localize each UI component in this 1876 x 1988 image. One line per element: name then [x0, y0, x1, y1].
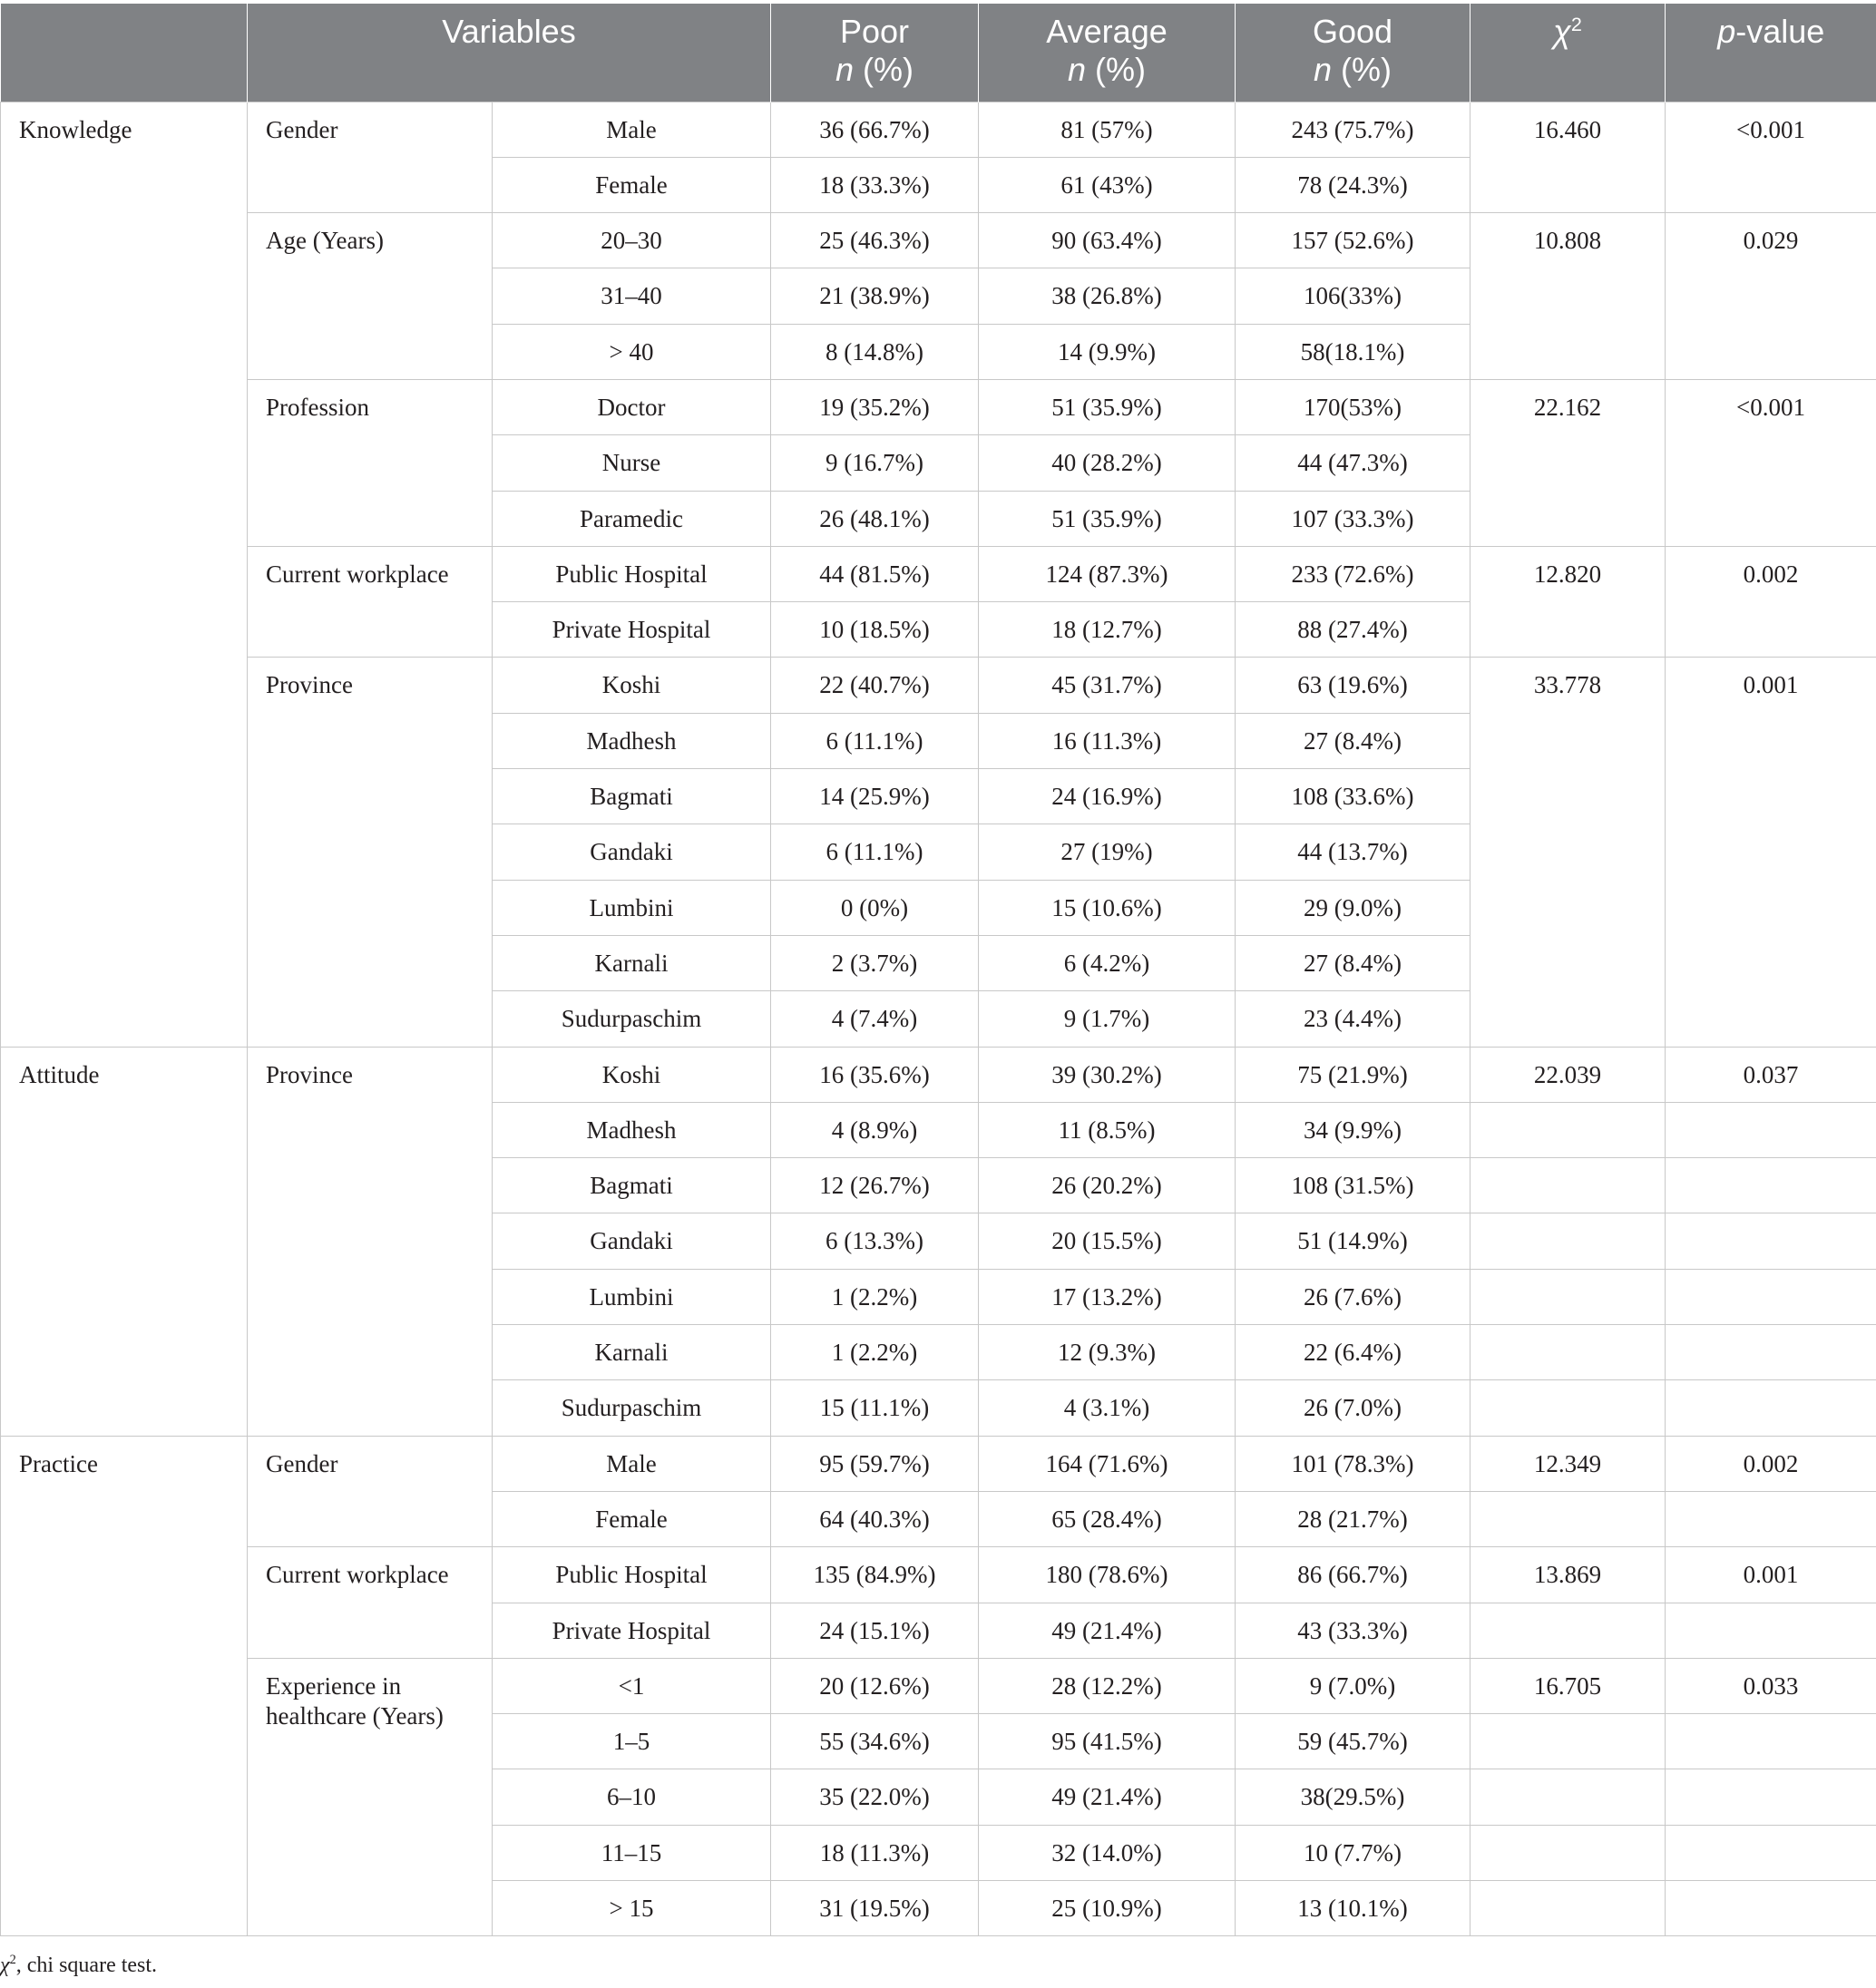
good-cell: 27 (8.4%)	[1236, 713, 1471, 768]
chi-square-cell	[1471, 1213, 1666, 1269]
p-value-cell	[1666, 1881, 1876, 1936]
good-cell: 44 (47.3%)	[1236, 435, 1471, 491]
poor-cell: 0 (0%)	[771, 880, 979, 935]
average-cell: 6 (4.2%)	[979, 935, 1236, 990]
level-cell: Karnali	[493, 935, 771, 990]
level-cell: Madhesh	[493, 713, 771, 768]
level-cell: Gandaki	[493, 824, 771, 880]
good-cell: 108 (31.5%)	[1236, 1158, 1471, 1213]
good-cell: 58(18.1%)	[1236, 324, 1471, 379]
header-row	[1, 4, 1876, 102]
average-cell: 15 (10.6%)	[979, 880, 1236, 935]
level-cell: 20–30	[493, 213, 771, 268]
category-cell: Practice	[1, 1436, 248, 1936]
level-cell: Paramedic	[493, 491, 771, 546]
average-cell: 49 (21.4%)	[979, 1769, 1236, 1825]
variable-cell: Province	[248, 658, 493, 1047]
poor-cell: 19 (35.2%)	[771, 379, 979, 434]
good-cell: 108 (33.6%)	[1236, 769, 1471, 824]
p-value-cell: 0.002	[1666, 546, 1876, 658]
p-value-cell: <0.001	[1666, 102, 1876, 213]
poor-cell: 44 (81.5%)	[771, 546, 979, 601]
p-value-cell	[1666, 1325, 1876, 1380]
poor-cell: 1 (2.2%)	[771, 1269, 979, 1324]
good-cell: 9 (7.0%)	[1236, 1658, 1471, 1713]
average-cell: 49 (21.4%)	[979, 1603, 1236, 1658]
level-cell: Karnali	[493, 1325, 771, 1380]
variable-cell: Current workplace	[248, 546, 493, 658]
table-row	[1, 1547, 1876, 1603]
poor-cell: 14 (25.9%)	[771, 769, 979, 824]
level-cell: > 40	[493, 324, 771, 379]
good-cell: 78 (24.3%)	[1236, 157, 1471, 212]
average-cell: 9 (1.7%)	[979, 991, 1236, 1047]
average-cell: 27 (19%)	[979, 824, 1236, 880]
header-chi-square: $\chi^2$	[1471, 4, 1666, 102]
level-cell: Sudurpaschim	[493, 1380, 771, 1436]
good-cell: 26 (7.6%)	[1236, 1269, 1471, 1324]
good-cell: 10 (7.7%)	[1236, 1825, 1471, 1880]
poor-cell: 31 (19.5%)	[771, 1881, 979, 1936]
level-cell: 6–10	[493, 1769, 771, 1825]
average-cell: 40 (28.2%)	[979, 435, 1236, 491]
poor-cell: 18 (33.3%)	[771, 157, 979, 212]
results-table	[0, 4, 1876, 1936]
variable-cell: Experience in healthcare (Years)	[248, 1658, 493, 1935]
average-cell: 164 (71.6%)	[979, 1436, 1236, 1491]
chi-square-cell: 12.820	[1471, 546, 1666, 658]
level-cell: Bagmati	[493, 769, 771, 824]
level-cell: Madhesh	[493, 1102, 771, 1157]
poor-cell: 6 (13.3%)	[771, 1213, 979, 1269]
poor-cell: 6 (11.1%)	[771, 824, 979, 880]
variable-cell: Gender	[248, 1436, 493, 1547]
p-value-cell: 0.002	[1666, 1436, 1876, 1491]
table-row	[1, 546, 1876, 601]
good-cell: 88 (27.4%)	[1236, 602, 1471, 658]
average-cell: 25 (10.9%)	[979, 1881, 1236, 1936]
chi-square-cell	[1471, 1102, 1666, 1157]
good-cell: 43 (33.3%)	[1236, 1603, 1471, 1658]
average-cell: 95 (41.5%)	[979, 1714, 1236, 1769]
average-cell: 26 (20.2%)	[979, 1158, 1236, 1213]
level-cell: 1–5	[493, 1714, 771, 1769]
good-cell: 44 (13.7%)	[1236, 824, 1471, 880]
p-value-cell	[1666, 1769, 1876, 1825]
average-cell: 12 (9.3%)	[979, 1325, 1236, 1380]
good-cell: 34 (9.9%)	[1236, 1102, 1471, 1157]
poor-cell: 9 (16.7%)	[771, 435, 979, 491]
poor-cell: 8 (14.8%)	[771, 324, 979, 379]
variable-cell: Gender	[248, 102, 493, 213]
header-p-value: p-value	[1666, 4, 1876, 102]
p-value-cell	[1666, 1269, 1876, 1324]
chi-square-cell: 13.869	[1471, 1547, 1666, 1603]
level-cell: Gandaki	[493, 1213, 771, 1269]
average-cell: 51 (35.9%)	[979, 491, 1236, 546]
footnote: $\chi^2$, chi square test.	[0, 1953, 158, 1977]
poor-cell: 25 (46.3%)	[771, 213, 979, 268]
poor-cell: 22 (40.7%)	[771, 658, 979, 713]
p-value-cell: 0.029	[1666, 213, 1876, 380]
level-cell: Public Hospital	[493, 1547, 771, 1603]
level-cell: > 15	[493, 1881, 771, 1936]
average-cell: 90 (63.4%)	[979, 213, 1236, 268]
p-value-cell: 0.033	[1666, 1658, 1876, 1713]
level-cell: <1	[493, 1658, 771, 1713]
good-cell: 157 (52.6%)	[1236, 213, 1471, 268]
p-value-cell	[1666, 1491, 1876, 1546]
level-cell: Private Hospital	[493, 1603, 771, 1658]
average-cell: 65 (28.4%)	[979, 1491, 1236, 1546]
poor-cell: 2 (3.7%)	[771, 935, 979, 990]
chi-square-cell	[1471, 1491, 1666, 1546]
good-cell: 29 (9.0%)	[1236, 880, 1471, 935]
good-cell: 106(33%)	[1236, 268, 1471, 324]
poor-cell: 24 (15.1%)	[771, 1603, 979, 1658]
poor-cell: 12 (26.7%)	[771, 1158, 979, 1213]
poor-cell: 4 (7.4%)	[771, 991, 979, 1047]
poor-cell: 16 (35.6%)	[771, 1047, 979, 1102]
good-cell: 26 (7.0%)	[1236, 1380, 1471, 1436]
p-value-cell	[1666, 1825, 1876, 1880]
poor-cell: 18 (11.3%)	[771, 1825, 979, 1880]
poor-cell: 10 (18.5%)	[771, 602, 979, 658]
average-cell: 61 (43%)	[979, 157, 1236, 212]
chi-square-cell: 33.778	[1471, 658, 1666, 1047]
p-value-cell	[1666, 1158, 1876, 1213]
poor-cell: 1 (2.2%)	[771, 1325, 979, 1380]
header-variables: Variables	[248, 4, 771, 102]
good-cell: 59 (45.7%)	[1236, 1714, 1471, 1769]
good-cell: 75 (21.9%)	[1236, 1047, 1471, 1102]
chi-square-cell	[1471, 1825, 1666, 1880]
poor-cell: 4 (8.9%)	[771, 1102, 979, 1157]
level-cell: Lumbini	[493, 880, 771, 935]
level-cell: 11–15	[493, 1825, 771, 1880]
good-cell: 170(53%)	[1236, 379, 1471, 434]
p-value-cell	[1666, 1714, 1876, 1769]
category-cell: Knowledge	[1, 102, 248, 1047]
level-cell: Koshi	[493, 658, 771, 713]
average-cell: 18 (12.7%)	[979, 602, 1236, 658]
variable-cell: Province	[248, 1047, 493, 1436]
poor-cell: 35 (22.0%)	[771, 1769, 979, 1825]
poor-cell: 135 (84.9%)	[771, 1547, 979, 1603]
chi-square-cell	[1471, 1714, 1666, 1769]
good-cell: 243 (75.7%)	[1236, 102, 1471, 157]
poor-cell: 20 (12.6%)	[771, 1658, 979, 1713]
average-cell: 81 (57%)	[979, 102, 1236, 157]
average-cell: 124 (87.3%)	[979, 546, 1236, 601]
average-cell: 28 (12.2%)	[979, 1658, 1236, 1713]
p-value-cell: 0.001	[1666, 1547, 1876, 1603]
p-value-cell	[1666, 1102, 1876, 1157]
poor-cell: 26 (48.1%)	[771, 491, 979, 546]
p-value-cell: <0.001	[1666, 379, 1876, 546]
good-cell: 27 (8.4%)	[1236, 935, 1471, 990]
p-value-cell: 0.037	[1666, 1047, 1876, 1102]
chi-square-cell	[1471, 1603, 1666, 1658]
average-cell: 20 (15.5%)	[979, 1213, 1236, 1269]
poor-cell: 36 (66.7%)	[771, 102, 979, 157]
average-cell: 38 (26.8%)	[979, 268, 1236, 324]
good-cell: 38(29.5%)	[1236, 1769, 1471, 1825]
variable-cell: Profession	[248, 379, 493, 546]
good-cell: 107 (33.3%)	[1236, 491, 1471, 546]
chi-square-cell	[1471, 1380, 1666, 1436]
chi-square-cell: 16.460	[1471, 102, 1666, 213]
good-cell: 86 (66.7%)	[1236, 1547, 1471, 1603]
average-cell: 45 (31.7%)	[979, 658, 1236, 713]
variable-cell: Current workplace	[248, 1547, 493, 1659]
chi-square-cell: 10.808	[1471, 213, 1666, 380]
good-cell: 63 (19.6%)	[1236, 658, 1471, 713]
average-cell: 17 (13.2%)	[979, 1269, 1236, 1324]
p-value-cell	[1666, 1213, 1876, 1269]
poor-cell: 15 (11.1%)	[771, 1380, 979, 1436]
average-cell: 14 (9.9%)	[979, 324, 1236, 379]
header-good: Good n (%)	[1236, 4, 1471, 102]
header-blank	[1, 4, 248, 102]
average-cell: 4 (3.1%)	[979, 1380, 1236, 1436]
chi-square-cell	[1471, 1325, 1666, 1380]
chi-square-cell: 22.162	[1471, 379, 1666, 546]
p-value-cell: 0.001	[1666, 658, 1876, 1047]
good-cell: 101 (78.3%)	[1236, 1436, 1471, 1491]
header-average: Average n (%)	[979, 4, 1236, 102]
poor-cell: 64 (40.3%)	[771, 1491, 979, 1546]
level-cell: Doctor	[493, 379, 771, 434]
chi-square-cell	[1471, 1269, 1666, 1324]
good-cell: 233 (72.6%)	[1236, 546, 1471, 601]
variable-cell: Age (Years)	[248, 213, 493, 380]
table-row	[1, 213, 1876, 268]
level-cell: Male	[493, 102, 771, 157]
good-cell: 13 (10.1%)	[1236, 1881, 1471, 1936]
table-row	[1, 1047, 1876, 1102]
good-cell: 51 (14.9%)	[1236, 1213, 1471, 1269]
good-cell: 22 (6.4%)	[1236, 1325, 1471, 1380]
table-row	[1, 658, 1876, 713]
chi-square-cell: 16.705	[1471, 1658, 1666, 1713]
level-cell: Public Hospital	[493, 546, 771, 601]
average-cell: 16 (11.3%)	[979, 713, 1236, 768]
good-cell: 23 (4.4%)	[1236, 991, 1471, 1047]
level-cell: Lumbini	[493, 1269, 771, 1324]
table-row	[1, 1436, 1876, 1491]
category-cell: Attitude	[1, 1047, 248, 1436]
chi-square-cell	[1471, 1158, 1666, 1213]
level-cell: Female	[493, 157, 771, 212]
level-cell: Koshi	[493, 1047, 771, 1102]
average-cell: 180 (78.6%)	[979, 1547, 1236, 1603]
average-cell: 24 (16.9%)	[979, 769, 1236, 824]
chi-square-cell: 22.039	[1471, 1047, 1666, 1102]
poor-cell: 6 (11.1%)	[771, 713, 979, 768]
level-cell: 31–40	[493, 268, 771, 324]
level-cell: Nurse	[493, 435, 771, 491]
level-cell: Female	[493, 1491, 771, 1546]
poor-cell: 55 (34.6%)	[771, 1714, 979, 1769]
p-value-cell	[1666, 1380, 1876, 1436]
header-poor: Poor n (%)	[771, 4, 979, 102]
chi-square-cell	[1471, 1769, 1666, 1825]
average-cell: 11 (8.5%)	[979, 1102, 1236, 1157]
chi-square-cell: 12.349	[1471, 1436, 1666, 1491]
level-cell: Sudurpaschim	[493, 991, 771, 1047]
level-cell: Private Hospital	[493, 602, 771, 658]
average-cell: 32 (14.0%)	[979, 1825, 1236, 1880]
table-body	[1, 102, 1876, 1936]
poor-cell: 21 (38.9%)	[771, 268, 979, 324]
table-row	[1, 379, 1876, 434]
average-cell: 39 (30.2%)	[979, 1047, 1236, 1102]
table-row	[1, 1658, 1876, 1713]
poor-cell: 95 (59.7%)	[771, 1436, 979, 1491]
level-cell: Bagmati	[493, 1158, 771, 1213]
p-value-cell	[1666, 1603, 1876, 1658]
level-cell: Male	[493, 1436, 771, 1491]
table-row	[1, 102, 1876, 157]
chi-square-cell	[1471, 1881, 1666, 1936]
average-cell: 51 (35.9%)	[979, 379, 1236, 434]
good-cell: 28 (21.7%)	[1236, 1491, 1471, 1546]
